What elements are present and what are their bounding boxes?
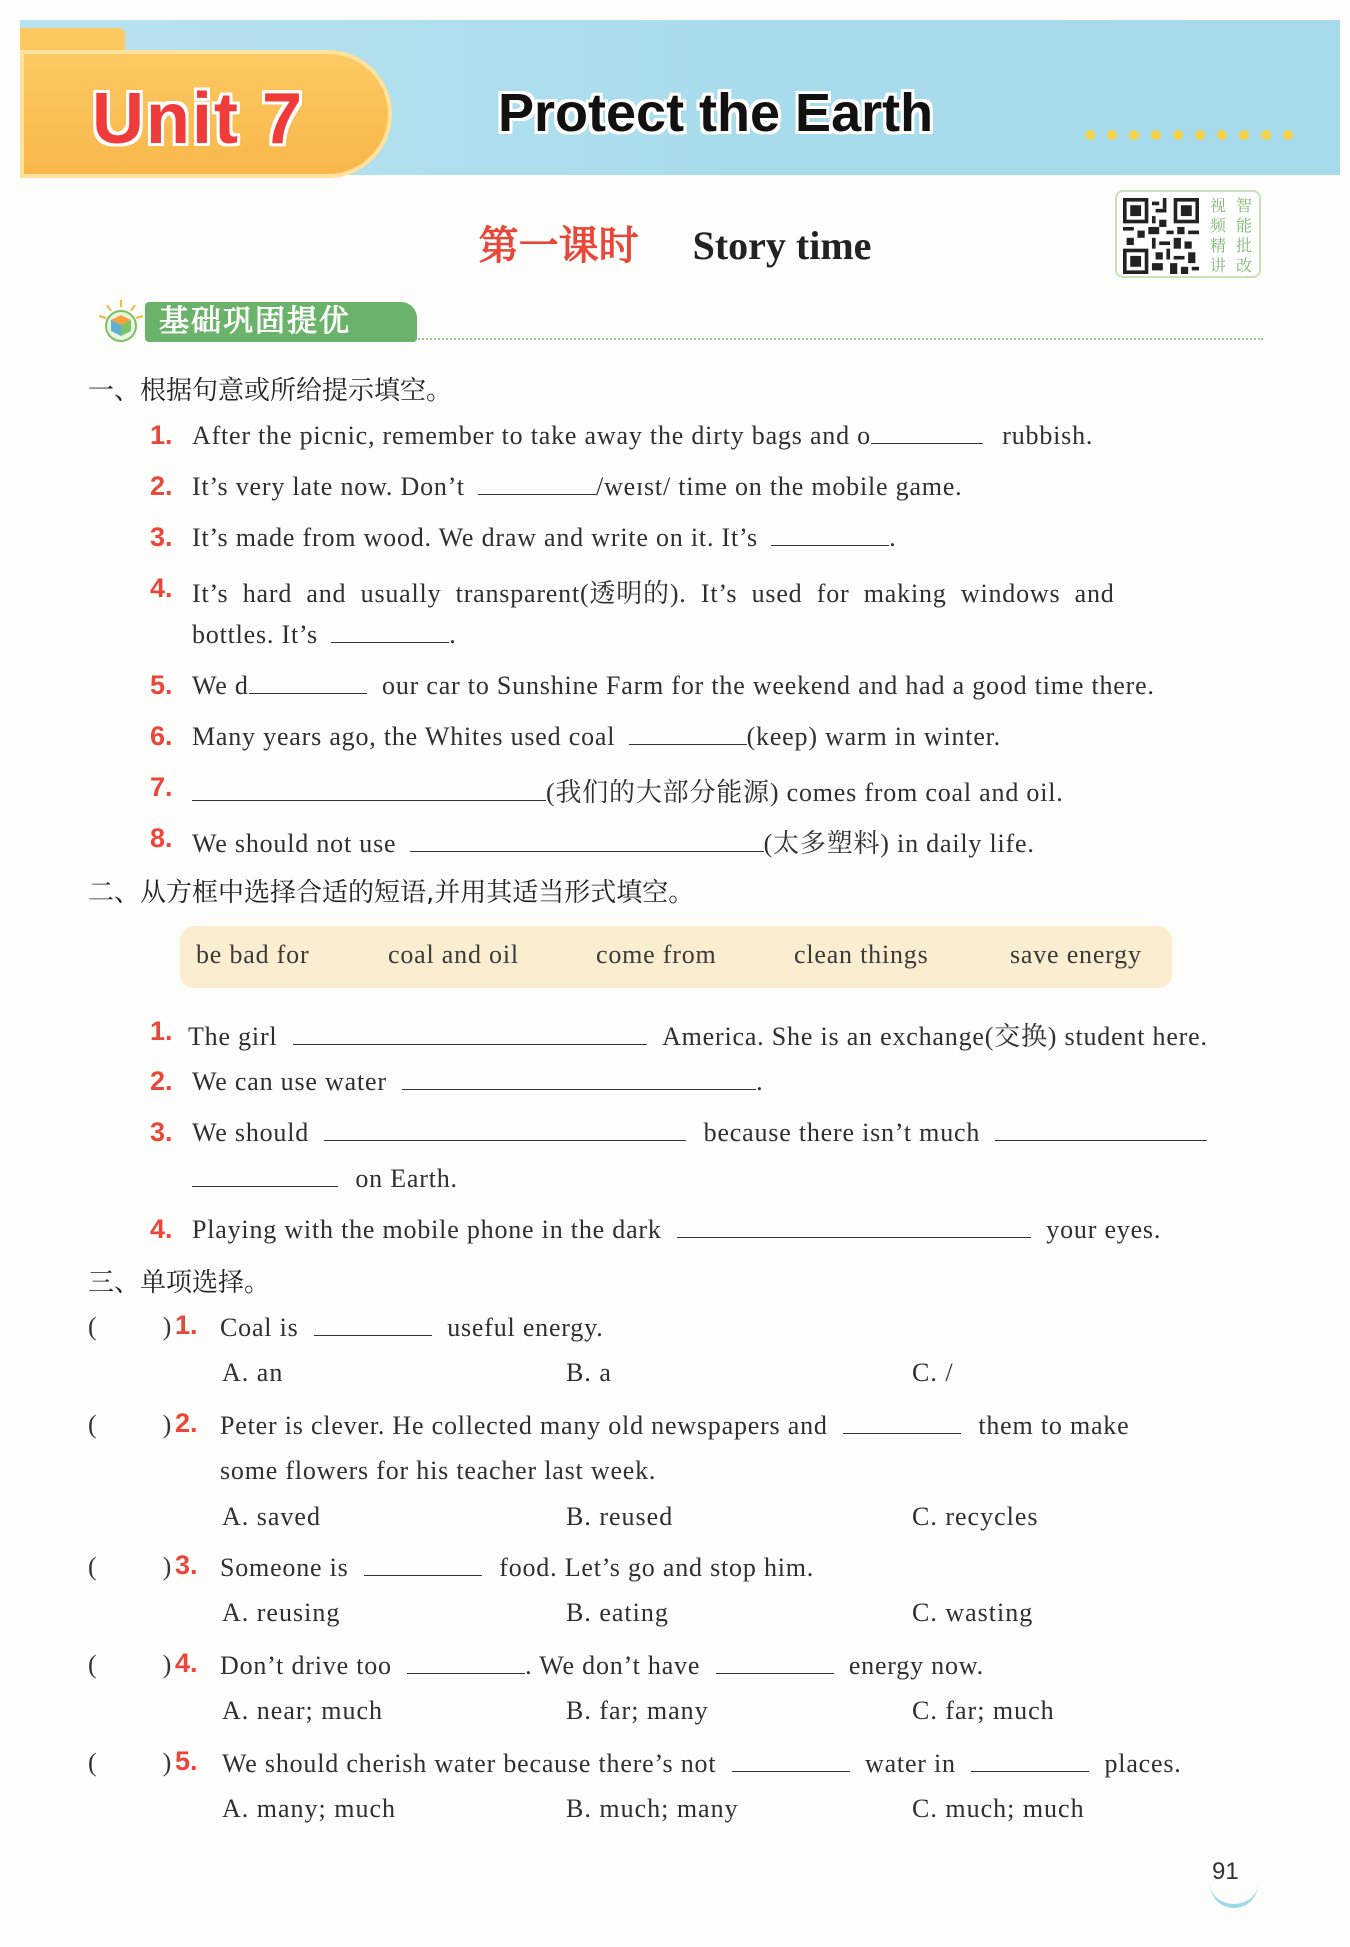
p3-q1: Coal is useful energy. xyxy=(220,1313,604,1342)
word-bank xyxy=(180,926,1172,988)
lesson-title-en: Story time xyxy=(692,223,872,268)
part1-heading: 一、根据句意或所给提示填空。 xyxy=(88,376,453,406)
p3-q4-blank1[interactable] xyxy=(407,1650,525,1674)
p3-q2-blank[interactable] xyxy=(843,1410,961,1434)
p2-q4-blank[interactable] xyxy=(677,1214,1031,1238)
word-option: clean things xyxy=(794,940,929,969)
p3-q2-line1: Peter is clever. He collected many old newspapers and them to make xyxy=(220,1411,1130,1440)
p1-q7-number: 7. xyxy=(150,772,173,802)
p3-q3: Someone is food. Let’s go and stop him. xyxy=(220,1553,815,1582)
unit-title: Protect the Earth xyxy=(498,83,934,143)
p3-q1-blank[interactable] xyxy=(314,1312,432,1336)
p1-q6: Many years ago, the Whites used coal (keep) warm in winter. xyxy=(192,722,1001,751)
option-a[interactable]: A. near; much xyxy=(222,1696,384,1725)
p2-q2: We can use water . xyxy=(192,1067,764,1096)
section-tag xyxy=(95,296,1263,344)
p1-q3-number: 3. xyxy=(150,522,173,552)
option-a[interactable]: A. saved xyxy=(222,1502,321,1531)
p1-q2: It’s very late now. Don’t /weɪst/ time on the mobile game. xyxy=(192,472,963,501)
p3-q3-blank[interactable] xyxy=(364,1552,482,1576)
p2-q3-line1: We should because there isn’t much xyxy=(192,1117,1207,1148)
option-c[interactable]: C. wasting xyxy=(912,1598,1034,1627)
p3-q4-number: 4. xyxy=(175,1648,198,1678)
p2-q2-number: 2. xyxy=(150,1066,173,1096)
p1-q1-number: 1. xyxy=(150,420,173,450)
p3-q4-blank2[interactable] xyxy=(716,1650,834,1674)
word-option: be bad for xyxy=(196,940,310,969)
word-option: save energy xyxy=(1010,940,1142,969)
answer-bracket[interactable]: ( ) xyxy=(88,1552,172,1581)
p2-q4-number: 4. xyxy=(150,1214,173,1244)
qr-code-icon xyxy=(1123,198,1199,274)
part3-heading: 三、单项选择。 xyxy=(88,1268,271,1298)
p2-q2-blank[interactable] xyxy=(402,1066,756,1090)
p1-q5: We d our car to Sunshine Farm for the weekend and had a good time there. xyxy=(192,671,1155,700)
p1-q5-number: 5. xyxy=(150,670,173,700)
p1-q6-number: 6. xyxy=(150,721,173,751)
p2-q4: Playing with the mobile phone in the dark your eyes. xyxy=(192,1215,1162,1244)
page-number: 91 xyxy=(1212,1858,1239,1885)
p1-q1: After the picnic, remember to take away the dirty bags and o rubbish. xyxy=(192,421,1094,450)
answer-bracket[interactable]: ( ) xyxy=(88,1748,172,1777)
option-b[interactable]: B. much; many xyxy=(566,1794,739,1823)
p1-q3-blank[interactable] xyxy=(771,522,889,546)
p1-q4-blank[interactable] xyxy=(331,619,449,643)
option-b[interactable]: B. a xyxy=(566,1358,612,1387)
answer-bracket[interactable]: ( ) xyxy=(88,1410,172,1439)
option-b[interactable]: B. reused xyxy=(566,1502,674,1531)
word-option: come from xyxy=(596,940,717,969)
option-a[interactable]: A. many; much xyxy=(222,1794,397,1823)
word-option: coal and oil xyxy=(388,940,519,969)
option-c[interactable]: C. far; much xyxy=(912,1696,1055,1725)
p2-q3-number: 3. xyxy=(150,1117,173,1147)
p3-q2-number: 2. xyxy=(175,1408,198,1438)
unit-label: Unit 7 xyxy=(92,79,305,159)
p2-q3-line2: on Earth. xyxy=(192,1163,458,1194)
option-a[interactable]: A. an xyxy=(222,1358,284,1387)
p1-q8-blank[interactable] xyxy=(410,828,764,852)
p1-q7-blank[interactable] xyxy=(192,777,546,801)
lesson-title-cn: 第一课时 xyxy=(478,222,639,269)
option-b[interactable]: B. eating xyxy=(566,1598,669,1627)
p2-q3-blank1[interactable] xyxy=(324,1117,686,1141)
section-divider xyxy=(415,338,1263,340)
option-a[interactable]: A. reusing xyxy=(222,1598,341,1627)
part2-heading: 二、从方框中选择合适的短语,并用其适当形式填空。 xyxy=(88,878,695,908)
option-c[interactable]: C. recycles xyxy=(912,1502,1039,1531)
p3-q5-number: 5. xyxy=(175,1746,198,1776)
p3-q2-line2: some flowers for his teacher last week. xyxy=(220,1456,657,1485)
p3-q1-number: 1. xyxy=(175,1310,198,1340)
p3-q5-blank1[interactable] xyxy=(732,1748,850,1772)
sun-cube-icon xyxy=(95,298,147,342)
answer-bracket[interactable]: ( ) xyxy=(88,1312,172,1341)
p3-q4: Don’t drive too . We don’t have energy now. xyxy=(220,1651,984,1680)
decorative-dots xyxy=(1085,130,1293,140)
p1-q6-blank[interactable] xyxy=(629,721,747,745)
p2-q1-blank[interactable] xyxy=(293,1021,647,1045)
p1-q8-number: 8. xyxy=(150,823,173,853)
qr-code-box[interactable] xyxy=(1115,190,1261,278)
option-c[interactable]: C. much; much xyxy=(912,1794,1085,1823)
p2-q1-number: 1. xyxy=(150,1016,173,1046)
option-b[interactable]: B. far; many xyxy=(566,1696,709,1725)
p1-q5-blank[interactable] xyxy=(249,670,367,694)
p1-q7: (我们的大部分能源) comes from coal and oil. xyxy=(192,772,1064,809)
p3-q3-number: 3. xyxy=(175,1550,198,1580)
p1-q4-line1: It’s hard and usually transparent(透明的). It’s used for making windows and xyxy=(192,579,1115,608)
p1-q4-line2: bottles. It’s . xyxy=(192,620,457,649)
p1-q4-number: 4. xyxy=(150,573,173,603)
p1-q2-blank[interactable] xyxy=(478,471,596,495)
option-c[interactable]: C. / xyxy=(912,1358,954,1387)
qr-caption: 视 智 频 能 精 批 讲 改 xyxy=(1209,196,1252,275)
p3-q5: We should cherish water because there’s not water in places. xyxy=(222,1749,1182,1778)
unit-tab-notch xyxy=(20,28,125,50)
p2-q1: The girl America. She is an exchange(交换) student here. xyxy=(188,1022,1208,1051)
p1-q8: We should not use (太多塑料) in daily life. xyxy=(192,829,1035,858)
p1-q3: It’s made from wood. We draw and write on it. It’s . xyxy=(192,523,897,552)
p1-q2-number: 2. xyxy=(150,471,173,501)
p1-q1-blank[interactable] xyxy=(871,420,983,444)
section-tag-label: 基础巩固提优 xyxy=(145,302,417,342)
p2-q3-blank2-cont[interactable] xyxy=(192,1163,338,1187)
p3-q5-blank2[interactable] xyxy=(971,1748,1089,1772)
answer-bracket[interactable]: ( ) xyxy=(88,1650,172,1679)
p2-q3-blank2[interactable] xyxy=(995,1117,1207,1141)
